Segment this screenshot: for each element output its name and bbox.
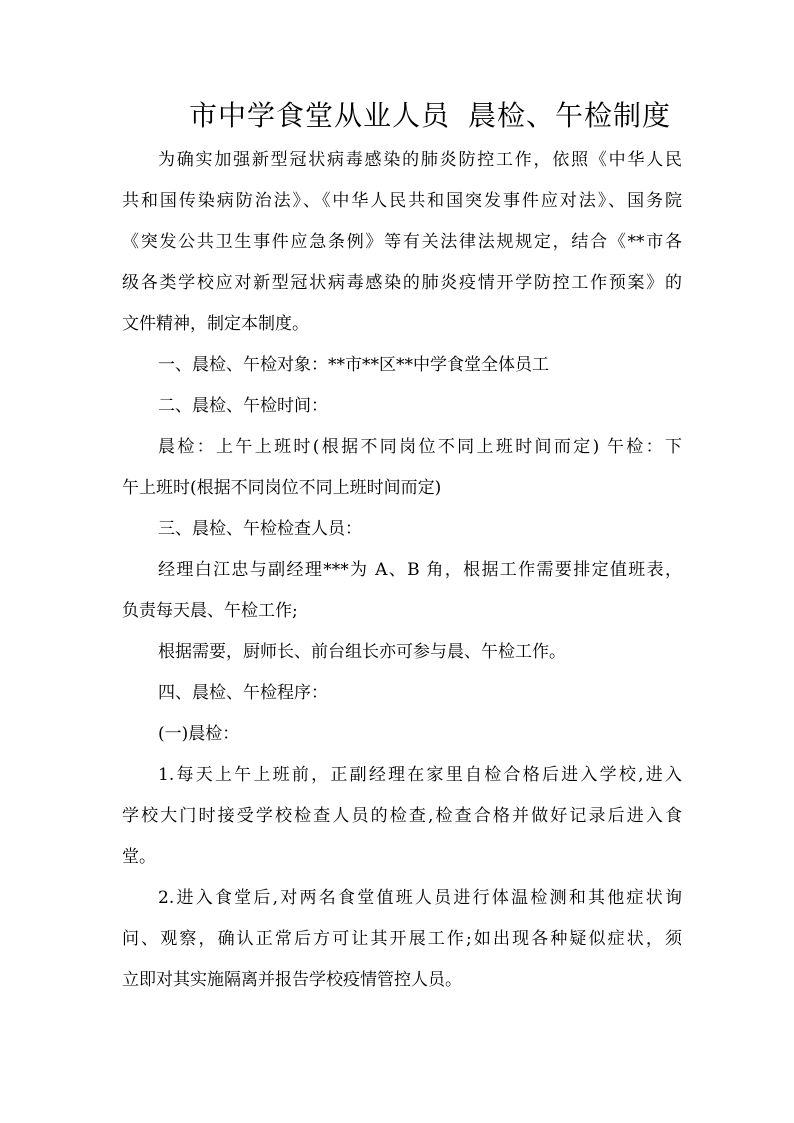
paragraph-line: 四、晨检、午检程序：: [158, 683, 328, 703]
title-part-1: 市中学食堂从业人员: [188, 99, 450, 132]
paragraph-line: 级各类学校应对新型冠状病毒感染的肺炎疫情开学防控工作预案》的: [122, 273, 682, 293]
paragraph-line: 堂。: [122, 847, 156, 867]
paragraph-line: 根据需要，厨师长、前台组长亦可参与晨、午检工作。: [158, 642, 566, 662]
document-body: [122, 140, 682, 1001]
paragraph-line: 负责每天晨、午检工作;: [122, 601, 298, 621]
paragraph-line: 一、晨检、午检对象：**市**区**中学食堂全体员工: [158, 355, 549, 375]
paragraph-line: 1.每天上午上班前，正副经理在家里自检合格后进入学校,进入: [158, 765, 682, 785]
paragraph-line: 《突发公共卫生事件应急条例》等有关法律法规规定，结合《**市各: [122, 232, 682, 252]
paragraph-line: 共和国传染病防治法》、《中华人民共和国突发事件应对法》、国务院: [122, 191, 682, 211]
paragraph-line: (一)晨检：: [158, 724, 240, 744]
paragraph-line: 学校大门时接受学校检查人员的检查,检查合格并做好记录后进入食: [122, 806, 682, 826]
paragraph-line: 三、晨检、午检检查人员：: [158, 519, 362, 539]
paragraph-line: 为确实加强新型冠状病毒感染的肺炎防控工作，依照《中华人民: [158, 150, 682, 170]
paragraph-line: 二、晨检、午检时间：: [158, 396, 328, 416]
paragraph-line: 晨检：上午上班时(根据不同岗位不同上班时间而定) 午检：下: [158, 437, 682, 457]
paragraph-line: 立即对其实施隔离并报告学校疫情管控人员。: [122, 970, 462, 990]
document-title: [150, 96, 710, 136]
paragraph-line: 2.进入食堂后,对两名食堂值班人员进行体温检测和其他症状询: [158, 888, 682, 908]
paragraph-line: 文件精神，制定本制度。: [122, 314, 309, 334]
paragraph-line: 午上班时(根据不同岗位不同上班时间而定): [122, 478, 442, 498]
title-part-2: 晨检、午检制度: [468, 99, 672, 132]
paragraph-line: 经理白江忠与副经理***为 A、B 角，根据工作需要排定值班表，: [158, 560, 682, 580]
paragraph-line: 问、观察，确认正常后方可让其开展工作;如出现各种疑似症状，须: [122, 929, 682, 949]
